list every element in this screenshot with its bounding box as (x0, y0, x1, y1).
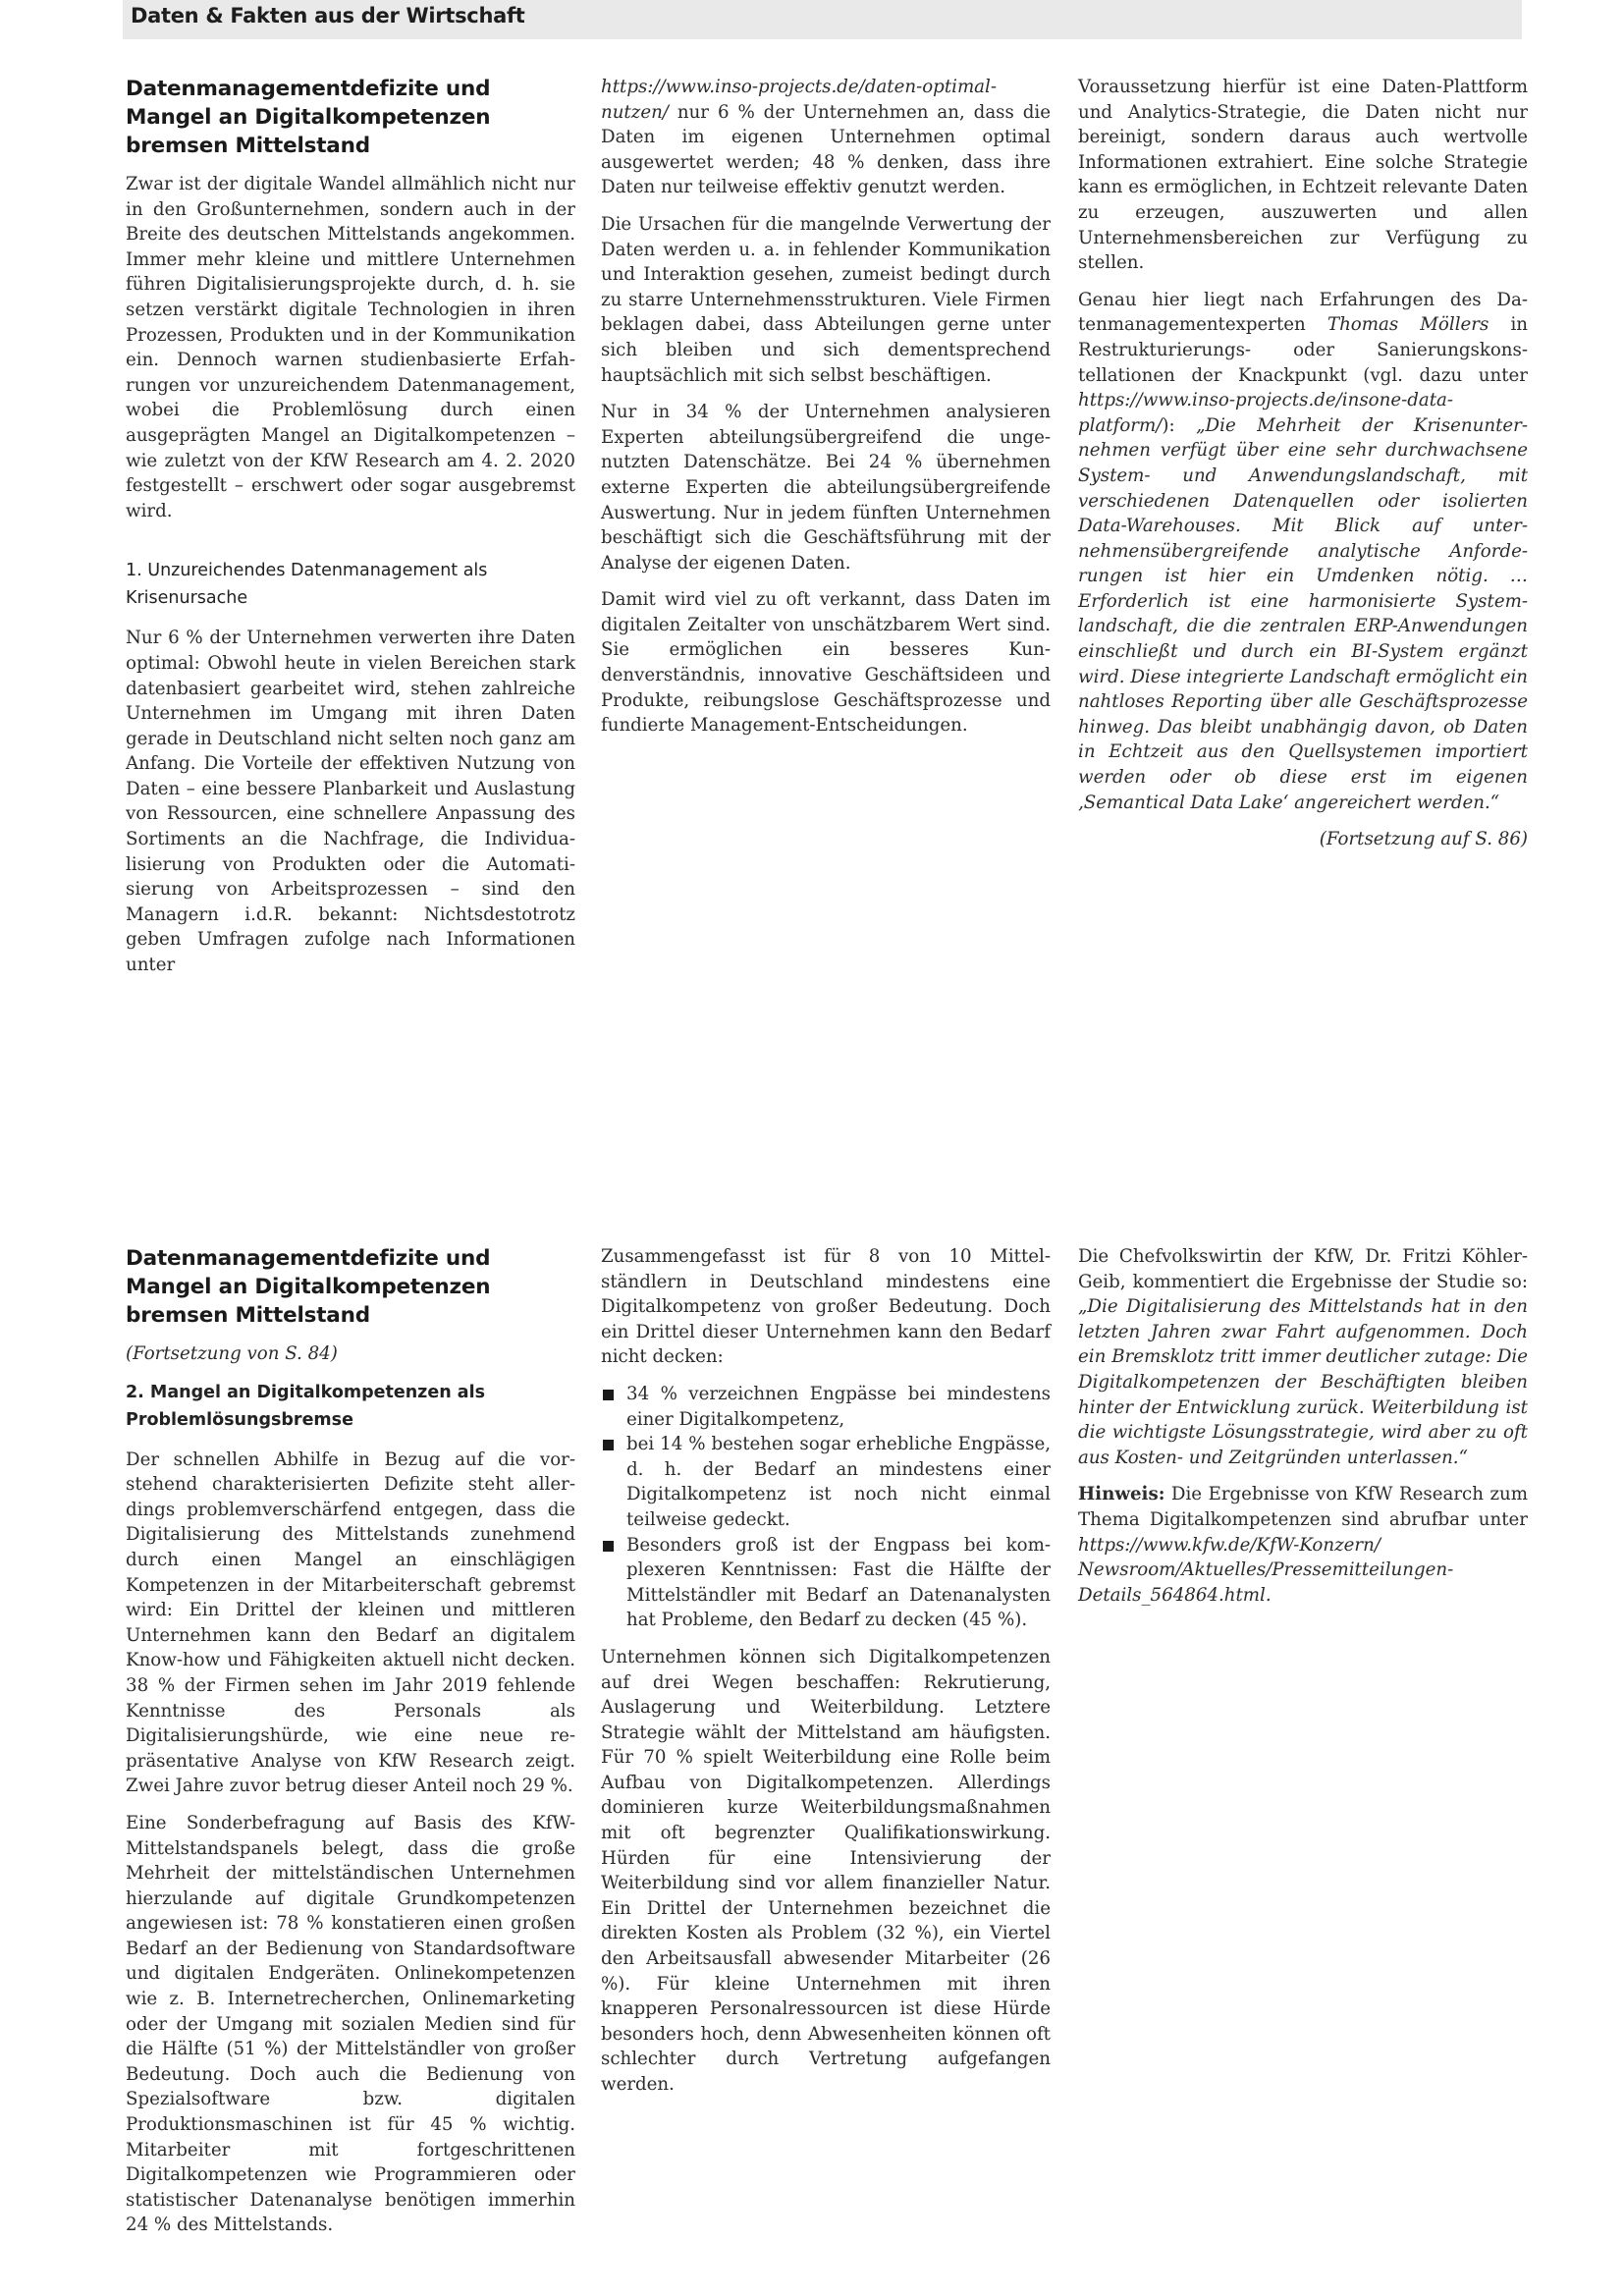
article1-p6-mid: in Restrukturierungs- oder Sanierungskonstellationen der Knackpunkt (vgl. dazu unter (1078, 314, 1528, 386)
note-text: Die Ergebnisse von KfW Research zum Thema Digitalkompetenzen sind abrufbar unter (1078, 1484, 1528, 1530)
article1-section1-heading: 1. Unzureichendes Datenmanagement als Krisenursache (126, 561, 488, 609)
list-item (601, 1382, 1051, 1432)
article2-section2-heading: 2. Mangel an Digitalkompetenzen als Problemlösungsbremse (126, 1382, 486, 1430)
article1-p1-text: Nur 6 % der Unternehmen verwerten ihre Daten optimal: Obwohl heute in vielen Bereichen stark datenbasiert gearbeitet wird, stehen zahlreiche Unternehmen im Umgang mit ihren Daten gerade in Deutschland nicht selten noch ganz am Anfang. Die Vorteile der effektiven Nutzung von Daten – eine bessere Planbarkeit und Auslastung von Ressourcen, eine schnellere Anpassung des Sortiments an die Nachfrage, die Individualisierung von Produkten oder die Automatisierung von Arbeitsprozessen – sind den Managern i.d.R. bekannt: Nichtsdestotrotz geben Umfragen zufolge nach Informationen unter (126, 628, 575, 976)
article1-p3: Nur in 34 % der Unternehmen analysieren Experten abteilungsübergreifend die ungenutzten Datenschätze. Bei 24 % übernehmen externe Experten die abteilungsübergreifende Auswertung. Nur in jedem fünften Unternehmen beschäftigt sich die Geschäftsführung mit der Analyse der eigenen Daten. (601, 402, 1051, 574)
economist-quote: „Die Digitalisierung des Mittelstands hat in den letzten Jahren zwar Fahrt aufgenommen. Doch ein Bremsklotz tritt immer deutlicher zutage: Die Digitalkompetenzen der Beschäftigten bleiben hinter der Entwicklung zurück. Weiterbildung ist die wichtigste Lösungsstrategie, wird aber zu oft aus Kosten- und Zeitgründen unterlassen.“ (1078, 1296, 1528, 1468)
article1-p6 (1078, 288, 1528, 815)
square-bullet-icon (603, 1440, 614, 1450)
note-label: Hinweis: (1078, 1484, 1165, 1505)
list-item (601, 1432, 1051, 1532)
article1-title: Datenmanagementdefizite und Mangel an Digitalkompetenzen bremsen Mittelstand (126, 77, 491, 158)
article1-p6-after-link: ): (1162, 414, 1197, 436)
article2-note (1078, 1482, 1528, 1608)
article1-column-1 (126, 75, 575, 990)
article2-p4: Unternehmen können sich Digitalkompetenzen auf drei Wegen beschaffen: Rekrutierung, Auslagerung und Weiterbildung. Letztere Strategie wählt der Mittelstand am häufigsten. Für 70 % spielt Weiterbildung eine Rolle beim Aufbau von Digitalkompetenzen. Allerdings dominieren kurze Weiterbildungsmaßnahmen mit oft begrenzter Qualifikationswirkung. Hürden für eine Intensivierung der Weiterbildung sind vor allem finanzieller Natur. Ein Drittel der Unternehmen bezeichnet die direkten Kosten als Problem (32 %), ein Viertel den Arbeitsausfall abwesender Mitarbeiter (26 %). Für kleine Unternehmen mit ihren knapperen Personalressourcen ist diese Hürde besonders hoch, denn Abwesenheiten können oft schlechter durch Vertretung aufgefangen werden. (601, 1646, 1051, 2095)
kfw-link[interactable]: https://www.kfw.de/KfW-Konzern/ Newsroom/Aktuelles/Pressemitteilungen-Details_564864.html. (1078, 1534, 1454, 1606)
article2-p2: Eine Sonderbefragung auf Basis des KfW-Mittelstandspanels belegt, dass die große Mehrheit der mittelständischen Unternehmen hierzulande auf digitale Grundkompetenzen angewiesen ist: 78 % konstatieren einen großen Bedarf an der Bedienung von Standardsoftware und digitalen Endgeräten. Onlinekompetenzen wie z. B. Internetrecherchen, Onlinemarketing oder der Umgang mit sozialen Medien sind für die Hälfte (51 %) der Mittelständler von großer Bedeutung. Doch auch die Bedienung von Spezialsoftware bzw. digitalen Produktionsmaschinen ist für 45 % wichtig. Mitarbeiter mit fortgeschrittenen Digitalkompetenzen wie Programmieren oder statistischer Datenanalyse benötigen immerhin 24 % des Mittelstands. (126, 1812, 575, 2236)
article1-p5: Voraussetzung hierfür ist eine Daten-Plattform und Analytics-Strategie, die Daten nicht nur bereinigt, sondern daraus auch wertvolle Informationen extrahiert. Eine solche Strategie kann es ermöglichen, in Echtzeit relevante Daten zu erzeugen, auszuwerten und allen Unternehmensbereichen zur Verfügung zu stellen. (1078, 77, 1528, 274)
bullet-text: 34 % verzeichnen Engpässe bei mindestens einer Digitalkompetenz, (626, 1383, 1051, 1430)
article2-p5 (1078, 1244, 1528, 1470)
article1-p6-link[interactable]: https://www.inso-projects.de/insone-dataplatform/ (1078, 390, 1454, 436)
article2-title: Datenmanagementdefizite und Mangel an Digitalkompetenzen bremsen Mittelstand (126, 1246, 491, 1328)
article1-p1 (126, 626, 575, 977)
square-bullet-icon (603, 1390, 614, 1400)
square-bullet-icon (603, 1541, 614, 1552)
expert-name: Thomas Möllers (1326, 314, 1489, 336)
article1-intro: Zwar ist der digitale Wandel allmählich nicht nur in den Großunternehmen, sondern auch in der Breite des deutschen Mittelstands angekommen. Immer mehr kleine und mittlere Unternehmen führen Digitalisierungsprojekte durch, d. h. sie setzen verstärkt digitale Technologien in ihren Prozessen, Produkten und in der Kommunikation ein. Dennoch warnen studienbasierte Erfahrungen vor unzureichendem Datenmanagement, wobei die Problemlösung durch einen ausgeprägten Mangel an Digitalkompetenzen – wie zuletzt von der KfW Research am 4. 2. 2020 festgestellt – erschwert oder sogar ausgebremst wird. (126, 174, 575, 521)
article2-p3: Zusammengefasst ist für 8 von 10 Mittelständlern in Deutschland mindestens eine Digitalkompetenz von großer Bedeutung. Doch ein Drittel dieser Unternehmen kann den Bedarf nicht decken: (601, 1246, 1051, 1368)
article1-p2: Die Ursachen für die mangelnde Verwertung der Daten werden u. a. in fehlender Kommunikation und Interaktion gesehen, zumeist bedingt durch zu starre Unternehmensstrukturen. Viele Firmen beklagen dabei, dass Abteilungen gerne unter sich bleiben und sich dementsprechend hauptsächlich mit sich selbst beschäftigen. (601, 213, 1051, 386)
continued-from-note: (Fortsetzung von S. 84) (126, 1343, 338, 1364)
article1-p4: Damit wird viel zu oft verkannt, dass Daten im digitalen Zeitalter von unschätzbarem Wert sind. Sie ermöglichen ein besseres Kundenverständnis, innovative Geschäftsideen und Produkte, reibungslose Geschäftsprozesse und fundierte Management-Entscheidungen. (601, 589, 1051, 737)
article1-p6-start: Genau hier liegt nach Erfahrungen des Datenmanagementexperten (1078, 289, 1528, 336)
list-item (601, 1533, 1051, 1633)
expert-quote: „Die Mehrheit der Krisenunternehmen verfügt über eine sehr durchwachsene System- und Anwendungslandschaft, mit verschiedenen Datenquellen oder isolierten Data-Warehouses. Mit Blick auf unternehmensübergreifende analytische Anforderungen ist hier ein Umdenken nötig. … Erforderlich ist eine harmonisierte Systemlandschaft, die die zentralen ERP-Anwendungen einschließt und durch ein BI-System ergänzt wird. Diese integrierte Landschaft ermöglicht ein nahtloses Reporting über alle Geschäftsprozesse hinweg. Das bleibt unabhängig davon, ob Daten in Echtzeit aus den Quellsystemen importiert werden oder ob diese erst im eigenen ‚Semantical Data Lake‘ angereichert werden.“ (1078, 414, 1528, 813)
article1-p1-cont (601, 75, 1051, 200)
article1-p1-link[interactable]: https://www.inso-projects.de/daten-optimal-nutzen/ (601, 77, 997, 123)
section-title: Daten & Fakten aus der Wirtschaft (131, 4, 525, 27)
article1-column-2 (601, 75, 1051, 750)
bullet-list (601, 1382, 1051, 1633)
article2-p5-start: Die Chefvolkswirtin der KfW, Dr. Fritzi Köhler-Geib, kommentiert die Ergebnisse der Studie so: (1078, 1246, 1528, 1292)
article2-p1: Der schnellen Abhilfe in Bezug auf die vorstehend charakterisierten Defizite steht allerdings problemverschärfend entgegen, dass die Digitalisierung des Mittelstands zunehmend durch einen Mangel an einschlägigen Kompetenzen in der Mitarbeiterschaft gebremst wird: Ein Drittel der kleinen und mittleren Unternehmen kann den Bedarf an digitalem Know-how und Fähigkeiten aktuell nicht decken. 38 % der Firmen sehen im Jahr 2019 fehlende Kenntnisse des Personals als Digitalisierungshürde, wie eine neue repräsentative Analyse von KfW Research zeigt. Zwei Jahre zuvor betrug dieser Anteil noch 29 %. (126, 1449, 575, 1797)
bullet-text: bei 14 % bestehen sogar erhebliche Engpässe, d. h. der Bedarf an mindestens einer Digitalkompetenz ist noch nicht einmal teilweise gedeckt. (626, 1434, 1051, 1530)
article1-p1-end: nur 6 % der Unternehmen an, dass die Daten im eigenen Unternehmen optimal ausgewertet werden; 48 % denken, dass ihre Daten nur teilweise effektiv genutzt werden. (601, 101, 1051, 198)
article2-column-3 (1078, 1244, 1528, 1619)
bullet-text: Besonders groß ist der Engpass bei komplexeren Kenntnissen: Fast die Hälfte der Mittelständler mit Bedarf an Datenanalysten hat Probleme, den Bedarf zu decken (45 %). (626, 1534, 1051, 1631)
section-header-bar (123, 0, 1522, 39)
continued-note: (Fortsetzung auf S. 86) (1319, 829, 1528, 850)
article1-column-3 (1078, 75, 1528, 864)
article2-column-1 (126, 1244, 575, 2250)
article2-column-2 (601, 1244, 1051, 2109)
